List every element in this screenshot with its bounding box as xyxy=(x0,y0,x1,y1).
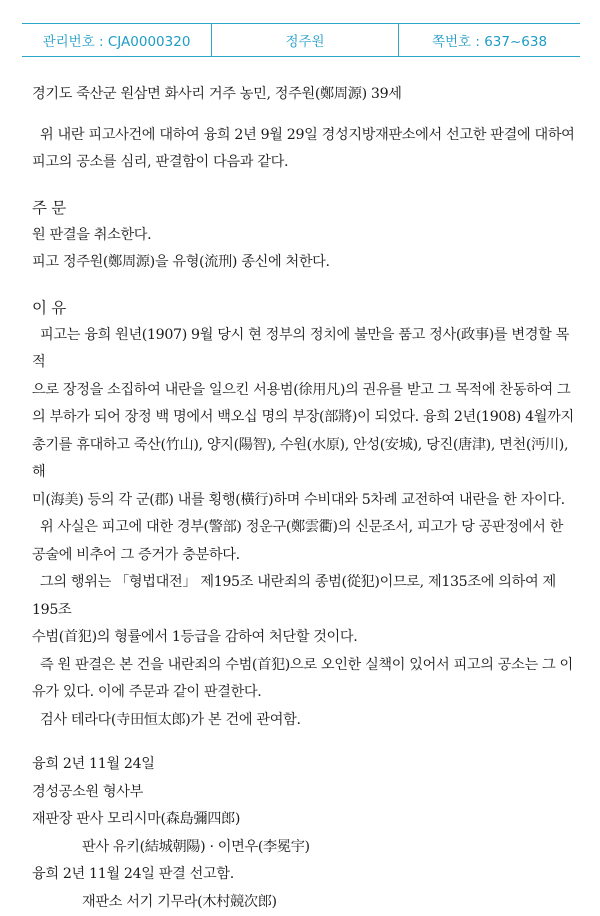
page-numbers: 쪽번호 : 637~638 xyxy=(399,24,580,56)
preamble-line: 피고의 공소를 심리, 판결함이 다음과 같다. xyxy=(32,149,580,177)
reason-line: 유가 있다. 이에 주문과 같이 판결한다. xyxy=(32,679,580,707)
reason-line: 피고는 융희 원년(1907) 9월 당시 현 정부의 정치에 불만을 품고 정사(政事)를 변경할 목적 xyxy=(32,322,580,377)
reason-heading: 이 유 xyxy=(32,294,580,322)
reason-line: 즉 원 판결은 본 건을 내란죄의 수범(首犯)으로 오인한 실책이 있어서 피고의 공소는 그 이 xyxy=(32,652,580,680)
defendant-intro: 경기도 죽산군 원삼면 화사리 거주 농민, 정주원(鄭周源) 39세 xyxy=(32,81,580,109)
order-line: 원 판결을 취소한다. xyxy=(32,222,580,250)
reason-line: 그의 행위는 「형법대전」 제195조 내란죄의 종범(從犯)이므로, 제135조에 의하여 제195조 xyxy=(32,569,580,624)
reason-line: 수범(首犯)의 형률에서 1등급을 감하여 처단할 것이다. xyxy=(32,624,580,652)
associate-judges: 판사 유키(結城朝陽) · 이면우(李冕宇) xyxy=(32,834,580,862)
judgment-date: 융희 2년 11월 24일 xyxy=(32,751,580,779)
defendant-name: 정주원 xyxy=(212,24,399,56)
reason-line: 위 사실은 피고에 대한 경부(警部) 정운구(鄭雲衢)의 신문조서, 피고가 당 공판정에서 한 xyxy=(32,514,580,542)
reason-line: 의 부하가 되어 장정 백 명에서 백오십 명의 부장(部將)이 되었다. 융희 2년(1908) 4월까지 xyxy=(32,404,580,432)
reason-line: 공술에 비추어 그 증거가 충분하다. xyxy=(32,542,580,570)
court-name: 경성공소원 형사부 xyxy=(32,779,580,807)
chief-judge: 재판장 판사 모리시마(森島彌四郎) xyxy=(32,806,580,834)
management-number: 관리번호 : CJA0000320 xyxy=(22,24,212,56)
reason-line: 총기를 휴대하고 죽산(竹山), 양지(陽智), 수원(水原), 안성(安城), 당진(唐津), 면천(沔川), 해 xyxy=(32,432,580,487)
order-line: 피고 정주원(鄭周源)을 유형(流刑) 종신에 처한다. xyxy=(32,249,580,277)
court-clerk: 재판소 서기 기무라(木村競次郎) xyxy=(32,889,580,916)
preamble-line: 위 내란 피고사건에 대하여 융희 2년 9월 29일 경성지방재판소에서 선고한 판결에 대하여 xyxy=(32,122,580,150)
document-body xyxy=(32,81,580,916)
order-heading: 주 문 xyxy=(32,194,580,222)
reason-line: 검사 테라다(寺田恒太郎)가 본 건에 관여함. xyxy=(32,707,580,735)
pronouncement: 융희 2년 11월 24일 판결 선고함. xyxy=(32,861,580,889)
reason-line: 으로 장정을 소집하여 내란을 일으킨 서용범(徐用凡)의 권유를 받고 그 목적에 찬동하여 그 xyxy=(32,377,580,405)
reason-line: 미(海美) 등의 각 군(郡) 내를 횡행(橫行)하며 수비대와 5차례 교전하여 내란을 한 자이다. xyxy=(32,487,580,515)
document-header xyxy=(22,23,580,57)
